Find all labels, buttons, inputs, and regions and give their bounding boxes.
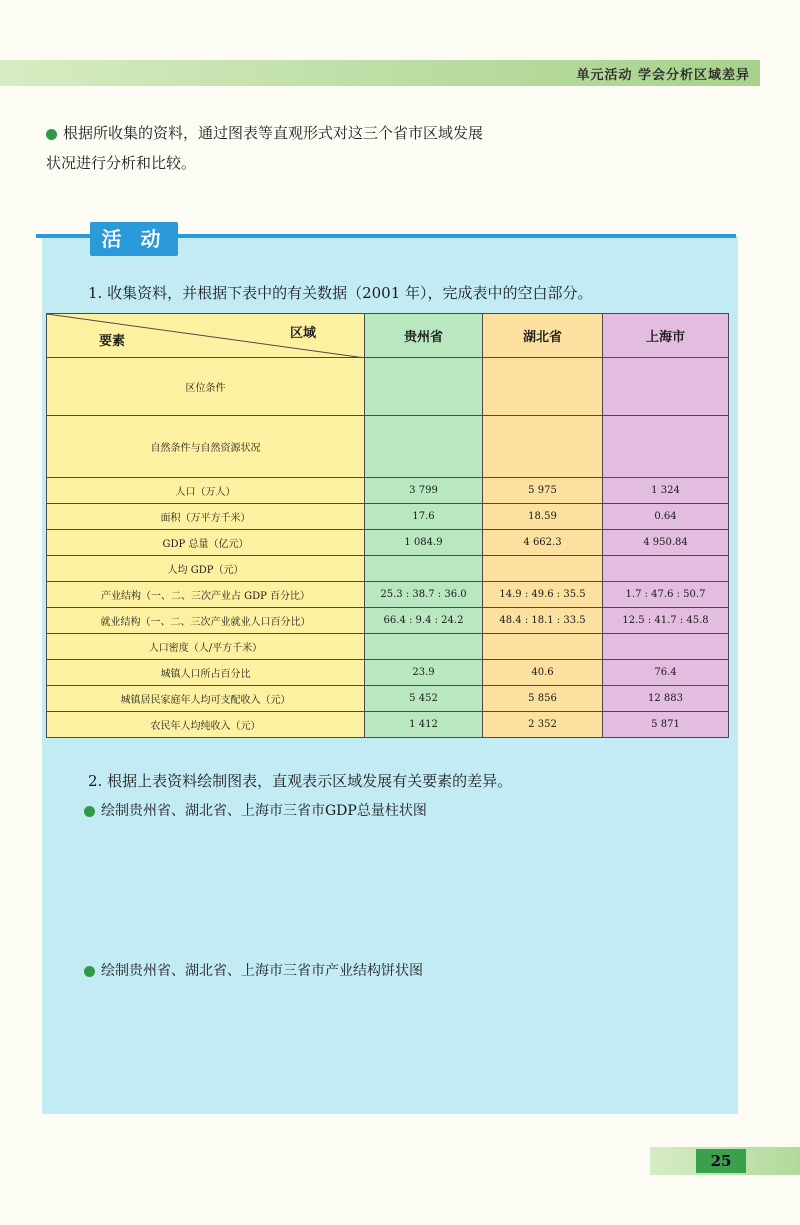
cell-hubei: 5 975 xyxy=(483,478,603,504)
table-row xyxy=(47,608,729,634)
cell-hubei: 14.9 : 49.6 : 35.5 xyxy=(483,582,603,608)
row-label: 面积（万平方千米） xyxy=(47,504,365,530)
row-label: 自然条件与自然资源状况 xyxy=(47,416,365,478)
cell-shanghai xyxy=(603,556,729,582)
activity-tab: 活 动 xyxy=(90,222,178,256)
cell-guizhou: 66.4 : 9.4 : 24.2 xyxy=(365,608,483,634)
bullet-icon xyxy=(46,129,57,140)
cell-shanghai: 12.5 : 41.7 : 45.8 xyxy=(603,608,729,634)
corner-region-label: 区域 xyxy=(289,326,316,341)
data-table xyxy=(46,313,729,738)
cell-shanghai: 1 324 xyxy=(603,478,729,504)
cell-guizhou: 1 084.9 xyxy=(365,530,483,556)
cell-shanghai: 76.4 xyxy=(603,660,729,686)
row-label: GDP 总量（亿元） xyxy=(47,530,365,556)
column-header-guizhou: 贵州省 xyxy=(365,314,483,358)
cell-hubei: 2 352 xyxy=(483,712,603,738)
cell-hubei xyxy=(483,634,603,660)
table-row xyxy=(47,660,729,686)
table-row xyxy=(47,686,729,712)
cell-hubei xyxy=(483,556,603,582)
cell-hubei xyxy=(483,358,603,416)
row-label: 就业结构（一、二、三次产业就业人口百分比） xyxy=(47,608,365,634)
row-label: 人口（万人） xyxy=(47,478,365,504)
cell-guizhou: 25.3 : 38.7 : 36.0 xyxy=(365,582,483,608)
question-1: 1. 收集资料，并根据下表中的有关数据（2001 年），完成表中的空白部分。 xyxy=(88,284,593,302)
question-2: 2. 根据上表资料绘制图表，直观表示区域发展有关要素的差异。 xyxy=(88,772,513,790)
table-row xyxy=(47,530,729,556)
cell-guizhou: 17.6 xyxy=(365,504,483,530)
cell-guizhou: 3 799 xyxy=(365,478,483,504)
bullet-icon xyxy=(84,966,95,977)
cell-shanghai xyxy=(603,416,729,478)
cell-shanghai: 4 950.84 xyxy=(603,530,729,556)
cell-shanghai: 0.64 xyxy=(603,504,729,530)
table-row xyxy=(47,556,729,582)
column-header-hubei: 湖北省 xyxy=(483,314,603,358)
cell-shanghai: 1.7 : 47.6 : 50.7 xyxy=(603,582,729,608)
table-row xyxy=(47,712,729,738)
table-row xyxy=(47,416,729,478)
cell-guizhou xyxy=(365,556,483,582)
row-label: 城镇人口所占百分比 xyxy=(47,660,365,686)
intro-paragraph xyxy=(46,118,606,178)
cell-guizhou: 1 412 xyxy=(365,712,483,738)
table-row xyxy=(47,582,729,608)
cell-shanghai xyxy=(603,358,729,416)
cell-guizhou xyxy=(365,358,483,416)
column-header-shanghai: 上海市 xyxy=(603,314,729,358)
cell-shanghai xyxy=(603,634,729,660)
table-row xyxy=(47,358,729,416)
cell-guizhou xyxy=(365,634,483,660)
cell-guizhou: 5 452 xyxy=(365,686,483,712)
row-label: 区位条件 xyxy=(47,358,365,416)
cell-hubei xyxy=(483,416,603,478)
corner-factor-label: 要素 xyxy=(99,334,126,349)
bullet-icon xyxy=(84,806,95,817)
task-2-text: 绘制贵州省、湖北省、上海市三省市产业结构饼状图 xyxy=(101,963,423,979)
cell-shanghai: 12 883 xyxy=(603,686,729,712)
task-gdp-bar-chart xyxy=(84,800,427,820)
header-band xyxy=(0,60,760,86)
cell-hubei: 48.4 : 18.1 : 33.5 xyxy=(483,608,603,634)
page-number: 25 xyxy=(696,1149,746,1173)
cell-guizhou xyxy=(365,416,483,478)
row-label: 人口密度（人/平方千米） xyxy=(47,634,365,660)
table-row xyxy=(47,634,729,660)
cell-hubei: 4 662.3 xyxy=(483,530,603,556)
task-1-text: 绘制贵州省、湖北省、上海市三省市GDP总量柱状图 xyxy=(101,803,427,819)
table-row xyxy=(47,478,729,504)
row-label: 城镇居民家庭年人均可支配收入（元） xyxy=(47,686,365,712)
diagonal-line-icon xyxy=(47,314,365,358)
cell-hubei: 5 856 xyxy=(483,686,603,712)
row-label: 农民年人均纯收入（元） xyxy=(47,712,365,738)
row-label: 人均 GDP（元） xyxy=(47,556,365,582)
unit-title: 单元活动 学会分析区域差异 xyxy=(576,68,750,83)
cell-hubei: 40.6 xyxy=(483,660,603,686)
table-corner-header xyxy=(47,314,365,358)
intro-line-1: 根据所收集的资料，通过图表等直观形式对这三个省市区域发展 xyxy=(63,124,484,142)
intro-line-2: 状况进行分析和比较。 xyxy=(46,154,197,172)
cell-shanghai: 5 871 xyxy=(603,712,729,738)
row-label: 产业结构（一、二、三次产业占 GDP 百分比） xyxy=(47,582,365,608)
table-row xyxy=(47,504,729,530)
cell-guizhou: 23.9 xyxy=(365,660,483,686)
cell-hubei: 18.59 xyxy=(483,504,603,530)
task-industry-pie-chart xyxy=(84,960,423,980)
